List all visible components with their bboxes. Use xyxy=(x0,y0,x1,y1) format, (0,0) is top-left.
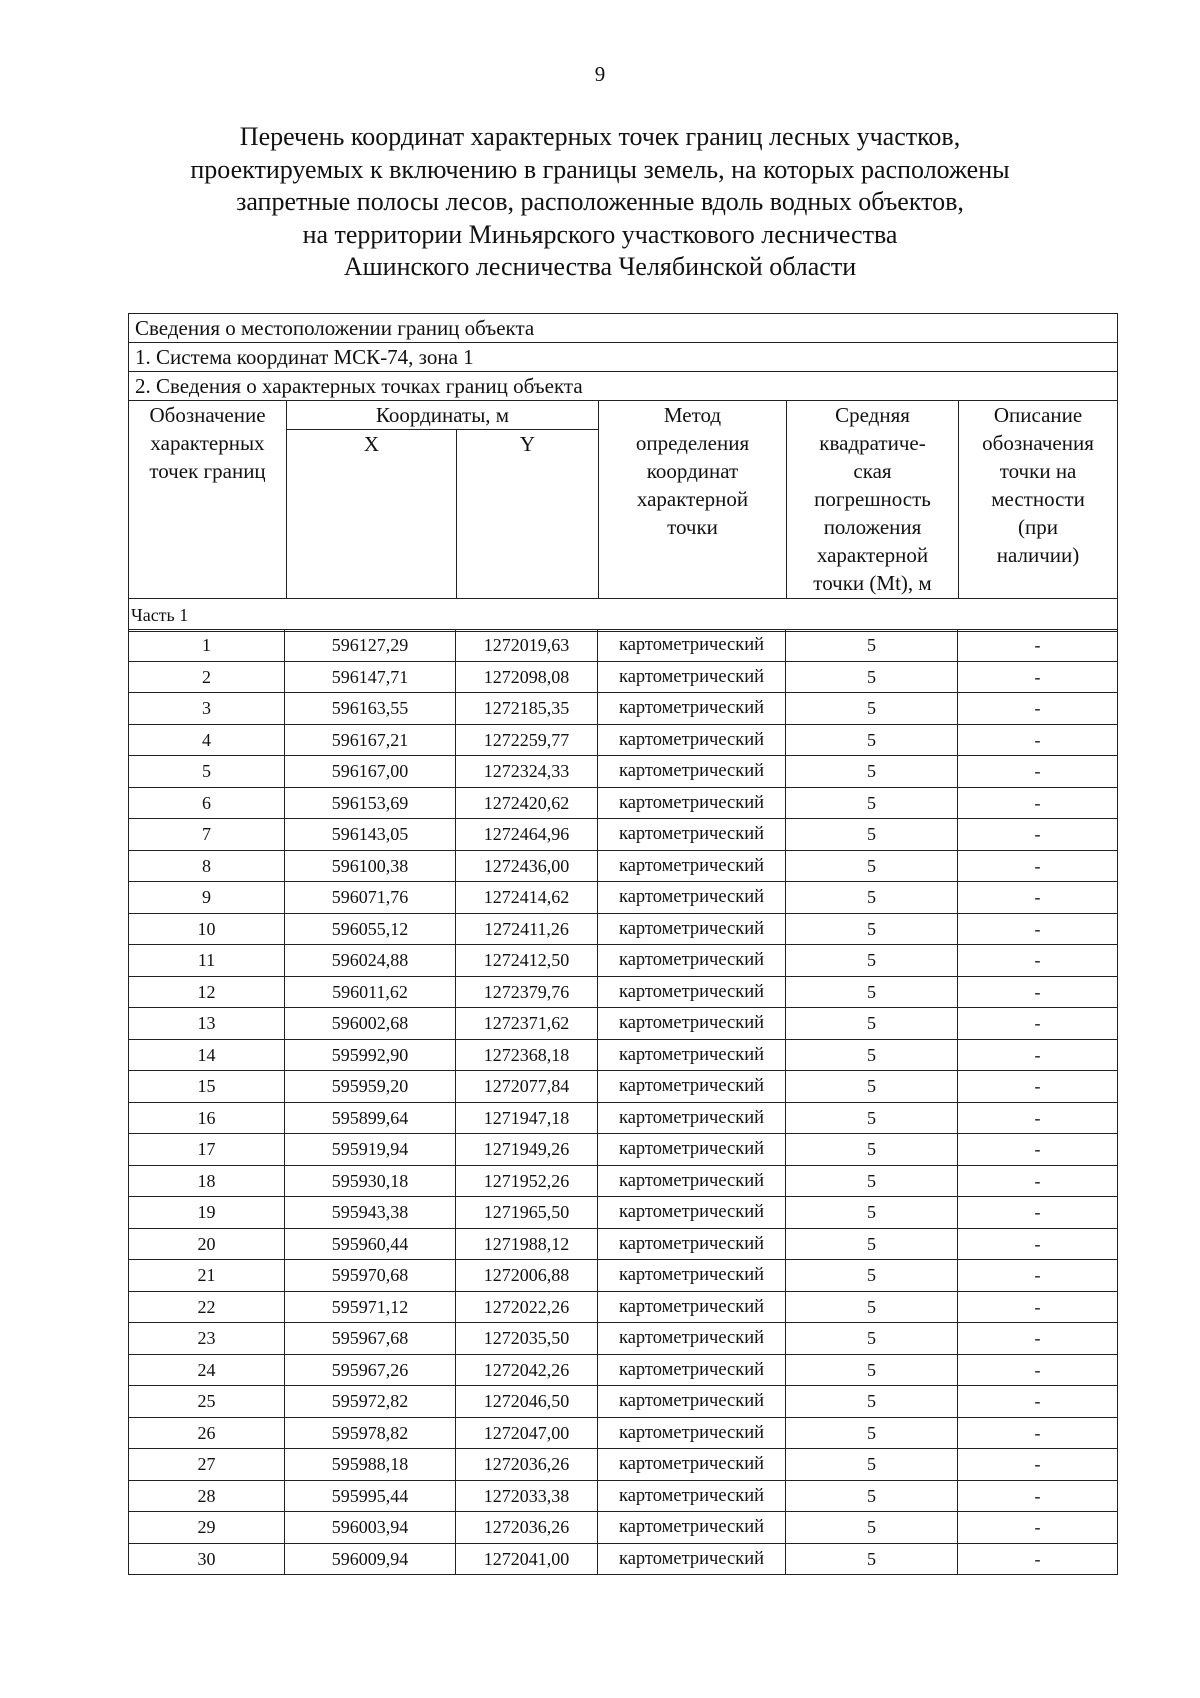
table-row xyxy=(129,1134,1118,1166)
title-line: запретные полосы лесов, расположенные вдоль водных объектов, xyxy=(236,187,964,216)
mean-error: 5 xyxy=(786,882,958,914)
point-description: - xyxy=(958,1008,1118,1040)
mean-error: 5 xyxy=(786,1008,958,1040)
coord-y: 1272379,76 xyxy=(456,976,598,1008)
header-x: X xyxy=(287,430,457,599)
method: картометрический xyxy=(598,850,786,882)
coord-x: 596143,05 xyxy=(285,819,456,851)
method: картометрический xyxy=(598,787,786,819)
point-description: - xyxy=(958,1354,1118,1386)
point-description: - xyxy=(958,976,1118,1008)
point-number: 28 xyxy=(129,1480,285,1512)
point-number: 6 xyxy=(129,787,285,819)
title-line: Перечень координат характерных точек границ лесных участков, xyxy=(239,122,961,151)
coord-y: 1272035,50 xyxy=(456,1323,598,1355)
header-mean-error: Средняя квадратиче- ская погрешность положения характерной точки (Mt), м xyxy=(787,401,959,599)
method: картометрический xyxy=(598,756,786,788)
coord-y: 1272022,26 xyxy=(456,1291,598,1323)
coord-y: 1272412,50 xyxy=(456,945,598,977)
mean-error: 5 xyxy=(786,1480,958,1512)
table-row xyxy=(129,1228,1118,1260)
point-description: - xyxy=(958,1543,1118,1575)
header-method: Метод определения координат характерной точки xyxy=(599,401,787,599)
coord-y: 1272036,26 xyxy=(456,1512,598,1544)
method: картометрический xyxy=(598,1449,786,1481)
method: картометрический xyxy=(598,1323,786,1355)
coord-x: 596147,71 xyxy=(285,661,456,693)
coord-x: 595972,82 xyxy=(285,1386,456,1418)
mean-error: 5 xyxy=(786,1102,958,1134)
coord-y: 1272041,00 xyxy=(456,1543,598,1575)
header-y: Y xyxy=(457,430,599,599)
point-description: - xyxy=(958,787,1118,819)
mean-error: 5 xyxy=(786,945,958,977)
point-description: - xyxy=(958,1512,1118,1544)
mean-error: 5 xyxy=(786,1354,958,1386)
mean-error: 5 xyxy=(786,1543,958,1575)
mean-error: 5 xyxy=(786,819,958,851)
coord-x: 595967,26 xyxy=(285,1354,456,1386)
coord-x: 596167,21 xyxy=(285,724,456,756)
mean-error: 5 xyxy=(786,1228,958,1260)
method: картометрический xyxy=(598,945,786,977)
method: картометрический xyxy=(598,1260,786,1292)
point-description: - xyxy=(958,850,1118,882)
point-number: 22 xyxy=(129,1291,285,1323)
coord-y: 1271952,26 xyxy=(456,1165,598,1197)
coord-y: 1271949,26 xyxy=(456,1134,598,1166)
table-row xyxy=(129,1417,1118,1449)
point-description: - xyxy=(958,1165,1118,1197)
point-number: 17 xyxy=(129,1134,285,1166)
coord-y: 1271988,12 xyxy=(456,1228,598,1260)
coord-x: 596024,88 xyxy=(285,945,456,977)
document-title xyxy=(100,121,1100,284)
mean-error: 5 xyxy=(786,1512,958,1544)
point-number: 27 xyxy=(129,1449,285,1481)
point-number: 8 xyxy=(129,850,285,882)
point-number: 4 xyxy=(129,724,285,756)
method: картометрический xyxy=(598,1291,786,1323)
coord-y: 1272046,50 xyxy=(456,1386,598,1418)
point-number: 21 xyxy=(129,1260,285,1292)
mean-error: 5 xyxy=(786,1449,958,1481)
table-row xyxy=(129,1480,1118,1512)
method: картометрический xyxy=(598,913,786,945)
coord-y: 1272368,18 xyxy=(456,1039,598,1071)
coord-y: 1272036,26 xyxy=(456,1449,598,1481)
table-row xyxy=(129,787,1118,819)
coord-x: 595930,18 xyxy=(285,1165,456,1197)
point-description: - xyxy=(958,1071,1118,1103)
table-row xyxy=(129,1197,1118,1229)
method: картометрический xyxy=(598,630,786,662)
point-number: 5 xyxy=(129,756,285,788)
point-description: - xyxy=(958,1323,1118,1355)
point-description: - xyxy=(958,693,1118,725)
coord-y: 1272033,38 xyxy=(456,1480,598,1512)
point-description: - xyxy=(958,1480,1118,1512)
coord-x: 596100,38 xyxy=(285,850,456,882)
header-designation: Обозначение характерных точек границ xyxy=(129,401,287,599)
table-row xyxy=(129,1449,1118,1481)
table-row xyxy=(129,756,1118,788)
table-row xyxy=(129,819,1118,851)
point-number: 10 xyxy=(129,913,285,945)
coord-y: 1272411,26 xyxy=(456,913,598,945)
method: картометрический xyxy=(598,1197,786,1229)
method: картометрический xyxy=(598,1102,786,1134)
coord-x: 595899,64 xyxy=(285,1102,456,1134)
coordinates-table-body xyxy=(128,629,1118,1575)
table-row xyxy=(129,850,1118,882)
coord-x: 596003,94 xyxy=(285,1512,456,1544)
point-description: - xyxy=(958,1102,1118,1134)
coord-y: 1272420,62 xyxy=(456,787,598,819)
coord-y: 1272414,62 xyxy=(456,882,598,914)
coord-x: 596127,29 xyxy=(285,630,456,662)
point-number: 3 xyxy=(129,693,285,725)
mean-error: 5 xyxy=(786,661,958,693)
table-row xyxy=(129,1071,1118,1103)
table-row xyxy=(129,693,1118,725)
coord-x: 596009,94 xyxy=(285,1543,456,1575)
table-row xyxy=(129,1165,1118,1197)
method: картометрический xyxy=(598,1417,786,1449)
coord-x: 596002,68 xyxy=(285,1008,456,1040)
coord-x: 596153,69 xyxy=(285,787,456,819)
point-description: - xyxy=(958,882,1118,914)
mean-error: 5 xyxy=(786,913,958,945)
title-line: проектируемых к включению в границы земель, на которых расположены xyxy=(190,154,1010,184)
coord-y: 1271965,50 xyxy=(456,1197,598,1229)
table-row xyxy=(129,1543,1118,1575)
mean-error: 5 xyxy=(786,1134,958,1166)
point-description: - xyxy=(958,1260,1118,1292)
point-description: - xyxy=(958,661,1118,693)
coord-y: 1272019,63 xyxy=(456,630,598,662)
coord-y: 1272324,33 xyxy=(456,756,598,788)
header-description: Описание обозначения точки на местности (при наличии) xyxy=(959,401,1118,599)
mean-error: 5 xyxy=(786,1039,958,1071)
coord-x: 595971,12 xyxy=(285,1291,456,1323)
part-label: Часть 1 xyxy=(129,599,1118,632)
table-row xyxy=(129,976,1118,1008)
mean-error: 5 xyxy=(786,1165,958,1197)
method: картометрический xyxy=(598,1386,786,1418)
point-number: 13 xyxy=(129,1008,285,1040)
method: картометрический xyxy=(598,1228,786,1260)
point-number: 24 xyxy=(129,1354,285,1386)
point-description: - xyxy=(958,756,1118,788)
header-coordinates: Координаты, м xyxy=(287,401,599,430)
point-number: 12 xyxy=(129,976,285,1008)
mean-error: 5 xyxy=(786,630,958,662)
table-row xyxy=(129,945,1118,977)
method: картометрический xyxy=(598,661,786,693)
mean-error: 5 xyxy=(786,1323,958,1355)
mean-error: 5 xyxy=(786,1417,958,1449)
point-description: - xyxy=(958,1386,1118,1418)
mean-error: 5 xyxy=(786,1197,958,1229)
mean-error: 5 xyxy=(786,1260,958,1292)
point-description: - xyxy=(958,819,1118,851)
coord-x: 596011,62 xyxy=(285,976,456,1008)
mean-error: 5 xyxy=(786,1386,958,1418)
mean-error: 5 xyxy=(786,693,958,725)
mean-error: 5 xyxy=(786,1071,958,1103)
table-row xyxy=(129,630,1118,662)
point-number: 26 xyxy=(129,1417,285,1449)
coord-x: 595943,38 xyxy=(285,1197,456,1229)
point-number: 9 xyxy=(129,882,285,914)
coord-y: 1272436,00 xyxy=(456,850,598,882)
point-number: 7 xyxy=(129,819,285,851)
method: картометрический xyxy=(598,1354,786,1386)
table-row xyxy=(129,882,1118,914)
coordinate-system-row: 1. Система координат МСК-74, зона 1 xyxy=(129,343,1118,372)
point-number: 29 xyxy=(129,1512,285,1544)
coord-y: 1272371,62 xyxy=(456,1008,598,1040)
point-number: 30 xyxy=(129,1543,285,1575)
coord-x: 595959,20 xyxy=(285,1071,456,1103)
point-number: 20 xyxy=(129,1228,285,1260)
point-number: 23 xyxy=(129,1323,285,1355)
coord-y: 1272464,96 xyxy=(456,819,598,851)
mean-error: 5 xyxy=(786,976,958,1008)
coord-y: 1272006,88 xyxy=(456,1260,598,1292)
point-number: 19 xyxy=(129,1197,285,1229)
mean-error: 5 xyxy=(786,787,958,819)
coord-x: 595995,44 xyxy=(285,1480,456,1512)
coord-x: 595992,90 xyxy=(285,1039,456,1071)
point-description: - xyxy=(958,945,1118,977)
table-row xyxy=(129,913,1118,945)
coord-y: 1272185,35 xyxy=(456,693,598,725)
point-description: - xyxy=(958,1134,1118,1166)
point-number: 18 xyxy=(129,1165,285,1197)
mean-error: 5 xyxy=(786,850,958,882)
coord-x: 595978,82 xyxy=(285,1417,456,1449)
table-row xyxy=(129,1102,1118,1134)
point-description: - xyxy=(958,1039,1118,1071)
coord-x: 595967,68 xyxy=(285,1323,456,1355)
title-line: на территории Миньярского участкового лесничества xyxy=(302,219,898,249)
table-row xyxy=(129,724,1118,756)
coord-x: 595970,68 xyxy=(285,1260,456,1292)
coord-x: 596071,76 xyxy=(285,882,456,914)
point-number: 1 xyxy=(129,630,285,662)
table-row xyxy=(129,1039,1118,1071)
coord-x: 595960,44 xyxy=(285,1228,456,1260)
table-row xyxy=(129,1354,1118,1386)
table-row xyxy=(129,1291,1118,1323)
points-info-row: 2. Сведения о характерных точках границ объекта xyxy=(129,372,1118,401)
method: картометрический xyxy=(598,1039,786,1071)
point-number: 2 xyxy=(129,661,285,693)
point-description: - xyxy=(958,913,1118,945)
method: картометрический xyxy=(598,1165,786,1197)
point-description: - xyxy=(958,1228,1118,1260)
point-number: 14 xyxy=(129,1039,285,1071)
table-row xyxy=(129,1260,1118,1292)
coord-y: 1272077,84 xyxy=(456,1071,598,1103)
point-description: - xyxy=(958,1197,1118,1229)
mean-error: 5 xyxy=(786,724,958,756)
point-description: - xyxy=(958,724,1118,756)
table-row xyxy=(129,1323,1118,1355)
object-location-heading: Сведения о местоположении границ объекта xyxy=(129,314,1118,343)
point-number: 15 xyxy=(129,1071,285,1103)
method: картометрический xyxy=(598,819,786,851)
coord-x: 595988,18 xyxy=(285,1449,456,1481)
coord-x: 596167,00 xyxy=(285,756,456,788)
method: картометрический xyxy=(598,1134,786,1166)
method: картометрический xyxy=(598,1008,786,1040)
method: картометрический xyxy=(598,1543,786,1575)
coord-y: 1272042,26 xyxy=(456,1354,598,1386)
table-row xyxy=(129,1008,1118,1040)
coord-y: 1272259,77 xyxy=(456,724,598,756)
coord-x: 596055,12 xyxy=(285,913,456,945)
coord-y: 1272098,08 xyxy=(456,661,598,693)
coord-x: 595919,94 xyxy=(285,1134,456,1166)
table-row xyxy=(129,661,1118,693)
mean-error: 5 xyxy=(786,756,958,788)
method: картометрический xyxy=(598,976,786,1008)
table-row xyxy=(129,1512,1118,1544)
coordinates-table-header xyxy=(128,313,1118,632)
point-description: - xyxy=(958,1449,1118,1481)
coord-y: 1271947,18 xyxy=(456,1102,598,1134)
coord-x: 596163,55 xyxy=(285,693,456,725)
table-row xyxy=(129,1386,1118,1418)
method: картометрический xyxy=(598,882,786,914)
method: картометрический xyxy=(598,1480,786,1512)
coord-y: 1272047,00 xyxy=(456,1417,598,1449)
mean-error: 5 xyxy=(786,1291,958,1323)
title-line: Ашинского лесничества Челябинской области xyxy=(343,252,857,281)
page-number: 9 xyxy=(594,62,606,86)
method: картометрический xyxy=(598,724,786,756)
point-number: 25 xyxy=(129,1386,285,1418)
point-description: - xyxy=(958,630,1118,662)
method: картометрический xyxy=(598,693,786,725)
point-number: 16 xyxy=(129,1102,285,1134)
method: картометрический xyxy=(598,1071,786,1103)
point-number: 11 xyxy=(129,945,285,977)
point-description: - xyxy=(958,1417,1118,1449)
method: картометрический xyxy=(598,1512,786,1544)
point-description: - xyxy=(958,1291,1118,1323)
